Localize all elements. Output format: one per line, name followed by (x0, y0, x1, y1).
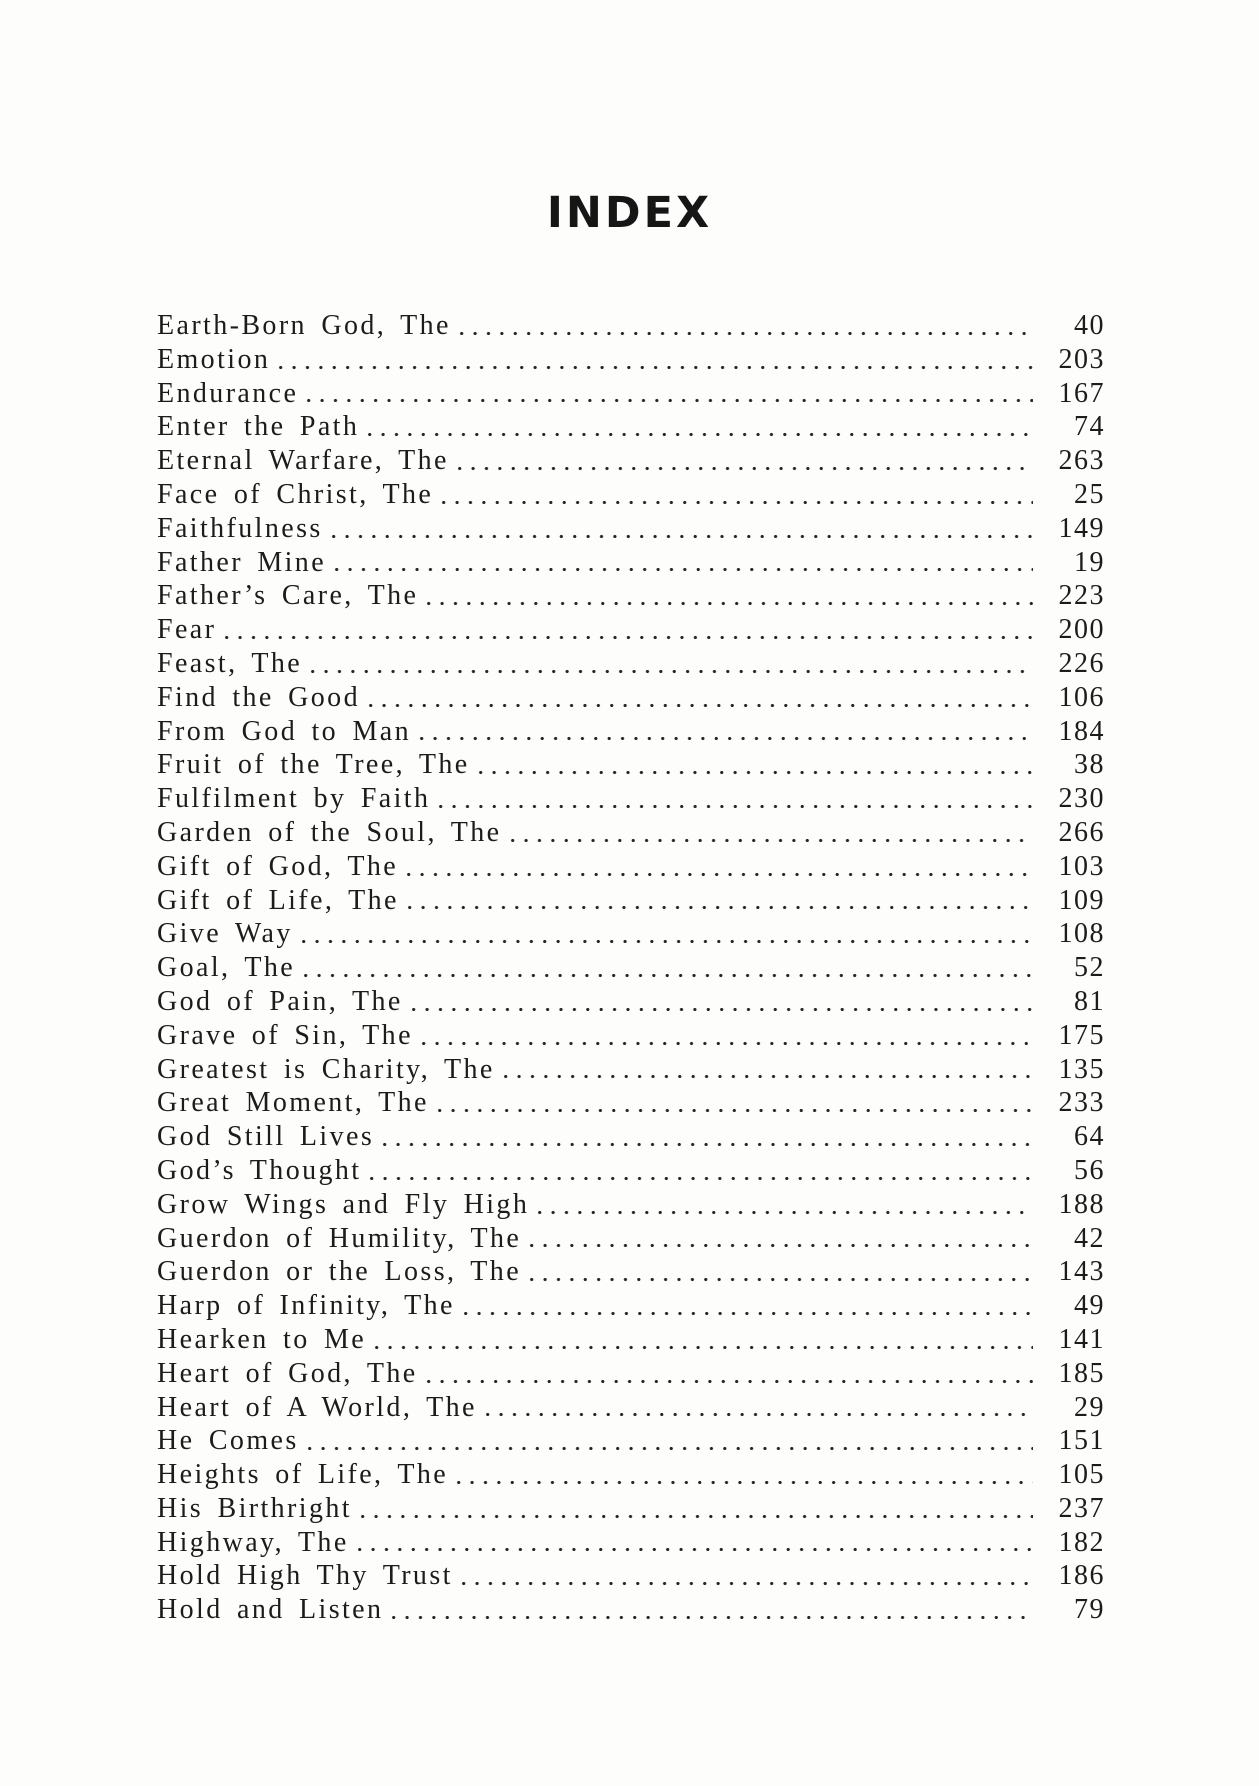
index-entry (157, 1255, 1105, 1289)
dot-leader (402, 850, 1033, 884)
entry-page-number: 237 (1058, 1492, 1105, 1524)
index-entry (157, 1593, 1105, 1627)
entry-title: Harp of Infinity, The (157, 1290, 455, 1322)
index-entry (157, 1019, 1105, 1053)
entry-page-number: 38 (1074, 749, 1105, 781)
entry-page-number: 149 (1058, 512, 1105, 544)
index-entry (157, 613, 1105, 647)
entry-title: God’s Thought (157, 1154, 362, 1186)
entry-page-number: 106 (1058, 681, 1105, 713)
dot-leader (415, 715, 1033, 749)
index-entry (157, 782, 1105, 816)
dot-leader (365, 1154, 1033, 1188)
entry-title: Fruit of the Tree, The (157, 749, 470, 781)
entry-page-number: 109 (1058, 884, 1105, 916)
index-entry (157, 816, 1105, 850)
entry-title: From God to Man (157, 715, 411, 747)
entry-title: Hearken to Me (157, 1323, 367, 1355)
entry-page-number: 182 (1058, 1526, 1105, 1558)
entry-title: Face of Christ, The (157, 478, 434, 510)
index-entry (157, 579, 1105, 613)
dot-leader (457, 1559, 1033, 1593)
entry-title: Faithfulness (157, 512, 323, 544)
index-entry (157, 884, 1105, 918)
entry-title: Feast, The (157, 647, 303, 679)
dot-leader (274, 343, 1033, 377)
entry-page-number: 25 (1074, 478, 1105, 510)
entry-page-number: 186 (1058, 1560, 1105, 1592)
dot-leader (297, 917, 1033, 951)
dot-leader (417, 1019, 1033, 1053)
dot-leader (378, 1120, 1033, 1154)
dot-leader (474, 748, 1033, 782)
entry-page-number: 200 (1058, 614, 1105, 646)
entry-title: Gift of God, The (157, 850, 399, 882)
index-entry (157, 546, 1105, 580)
entry-title: Enter the Path (157, 411, 360, 443)
index-entry (157, 444, 1105, 478)
dot-leader (481, 1391, 1033, 1425)
index-entry (157, 512, 1105, 546)
dot-leader (302, 377, 1033, 411)
dot-leader (299, 951, 1033, 985)
dot-leader (353, 1526, 1033, 1560)
entry-page-number: 49 (1074, 1290, 1105, 1322)
entry-title: Gift of Life, The (157, 884, 399, 916)
index-entry (157, 1188, 1105, 1222)
dot-leader (303, 1424, 1033, 1458)
entry-title: God Still Lives (157, 1121, 375, 1153)
index-entry (157, 309, 1105, 343)
entry-title: Great Moment, The (157, 1087, 429, 1119)
dot-leader (364, 681, 1033, 715)
entry-page-number: 263 (1058, 445, 1105, 477)
index-entry (157, 1222, 1105, 1256)
index-entry (157, 715, 1105, 749)
dot-leader (533, 1188, 1033, 1222)
dot-leader (363, 410, 1033, 444)
entry-page-number: 185 (1058, 1357, 1105, 1389)
dot-leader (459, 1289, 1033, 1323)
index-entry (157, 985, 1105, 1019)
entry-title: Guerdon of Humility, The (157, 1222, 522, 1254)
entry-title: Heights of Life, The (157, 1459, 449, 1491)
entry-title: Endurance (157, 377, 299, 409)
entry-page-number: 40 (1074, 310, 1105, 341)
entry-page-number: 56 (1074, 1154, 1105, 1186)
index-entry (157, 1492, 1105, 1526)
entry-title: Hold High Thy Trust (157, 1560, 453, 1592)
dot-leader (387, 1593, 1033, 1627)
dot-leader (370, 1323, 1033, 1357)
entry-page-number: 223 (1058, 580, 1105, 612)
index-entry (157, 917, 1105, 951)
dot-leader (327, 512, 1033, 546)
entry-title: Eternal Warfare, The (157, 445, 449, 477)
dot-leader (422, 579, 1033, 613)
index-entry (157, 1458, 1105, 1492)
dot-leader (525, 1255, 1033, 1289)
entry-page-number: 167 (1058, 377, 1105, 409)
index-entry (157, 1086, 1105, 1120)
entry-title: His Birthright (157, 1492, 352, 1524)
entry-page-number: 266 (1058, 816, 1105, 848)
index-entry (157, 343, 1105, 377)
index-entry (157, 1357, 1105, 1391)
index-entry (157, 377, 1105, 411)
index-list (157, 309, 1105, 1627)
entry-page-number: 74 (1074, 411, 1105, 443)
dot-leader (452, 1458, 1033, 1492)
entry-page-number: 203 (1058, 343, 1105, 375)
entry-title: Give Way (157, 918, 293, 950)
entry-title: He Comes (157, 1425, 299, 1457)
dot-leader (407, 985, 1033, 1019)
entry-page-number: 233 (1058, 1087, 1105, 1119)
index-entry (157, 1120, 1105, 1154)
dot-leader (455, 309, 1033, 343)
index-entry (157, 1391, 1105, 1425)
index-entry (157, 647, 1105, 681)
entry-title: Heart of God, The (157, 1357, 418, 1389)
index-entry (157, 951, 1105, 985)
entry-page-number: 175 (1058, 1019, 1105, 1051)
dot-leader (506, 816, 1033, 850)
entry-title: Father’s Care, The (157, 580, 419, 612)
dot-leader (453, 444, 1033, 478)
entry-title: Grow Wings and Fly High (157, 1188, 530, 1220)
entry-title: Fulfilment by Faith (157, 783, 431, 815)
entry-page-number: 108 (1058, 918, 1105, 950)
index-entry (157, 1154, 1105, 1188)
entry-page-number: 52 (1074, 952, 1105, 984)
entry-page-number: 105 (1058, 1459, 1105, 1491)
entry-title: God of Pain, The (157, 985, 403, 1017)
entry-page-number: 143 (1058, 1256, 1105, 1288)
index-entry (157, 1424, 1105, 1458)
entry-page-number: 184 (1058, 715, 1105, 747)
entry-page-number: 29 (1074, 1391, 1105, 1423)
entry-title: Earth-Born God, The (157, 310, 451, 341)
entry-page-number: 188 (1058, 1188, 1105, 1220)
entry-page-number: 79 (1074, 1594, 1105, 1626)
entry-page-number: 64 (1074, 1121, 1105, 1153)
index-entry (157, 1289, 1105, 1323)
index-entry (157, 1559, 1105, 1593)
entry-title: Garden of the Soul, The (157, 816, 502, 848)
index-entry (157, 850, 1105, 884)
entry-page-number: 135 (1058, 1053, 1105, 1085)
dot-leader (437, 478, 1033, 512)
dot-leader (356, 1492, 1033, 1526)
entry-title: Hold and Listen (157, 1594, 384, 1626)
entry-title: Goal, The (157, 952, 296, 984)
entry-title: Highway, The (157, 1526, 349, 1558)
entry-title: Find the Good (157, 681, 360, 713)
entry-title: Heart of A World, The (157, 1391, 477, 1423)
index-entry (157, 1053, 1105, 1087)
dot-leader (434, 782, 1033, 816)
entry-page-number: 141 (1058, 1323, 1105, 1355)
entry-title: Fear (157, 614, 217, 646)
entry-title: Guerdon or the Loss, The (157, 1256, 522, 1288)
index-entry (157, 410, 1105, 444)
dot-leader (403, 884, 1033, 918)
entry-page-number: 42 (1074, 1222, 1105, 1254)
dot-leader (499, 1053, 1033, 1087)
entry-page-number: 226 (1058, 647, 1105, 679)
dot-leader (525, 1222, 1033, 1256)
dot-leader (306, 647, 1033, 681)
entry-title: Greatest is Charity, The (157, 1053, 495, 1085)
index-entry (157, 681, 1105, 715)
entry-title: Emotion (157, 343, 271, 375)
dot-leader (422, 1357, 1033, 1391)
entry-title: Grave of Sin, The (157, 1019, 413, 1051)
entry-title: Father Mine (157, 546, 327, 578)
page-title: INDEX (546, 188, 713, 238)
entry-page-number: 81 (1074, 985, 1105, 1017)
dot-leader (330, 546, 1033, 580)
entry-page-number: 19 (1074, 546, 1105, 578)
index-entry (157, 478, 1105, 512)
dot-leader (433, 1086, 1033, 1120)
index-entry (157, 748, 1105, 782)
entry-page-number: 151 (1058, 1425, 1105, 1457)
entry-page-number: 230 (1058, 783, 1105, 815)
entry-page-number: 103 (1058, 850, 1105, 882)
index-entry (157, 1323, 1105, 1357)
index-entry (157, 1526, 1105, 1560)
dot-leader (220, 613, 1033, 647)
